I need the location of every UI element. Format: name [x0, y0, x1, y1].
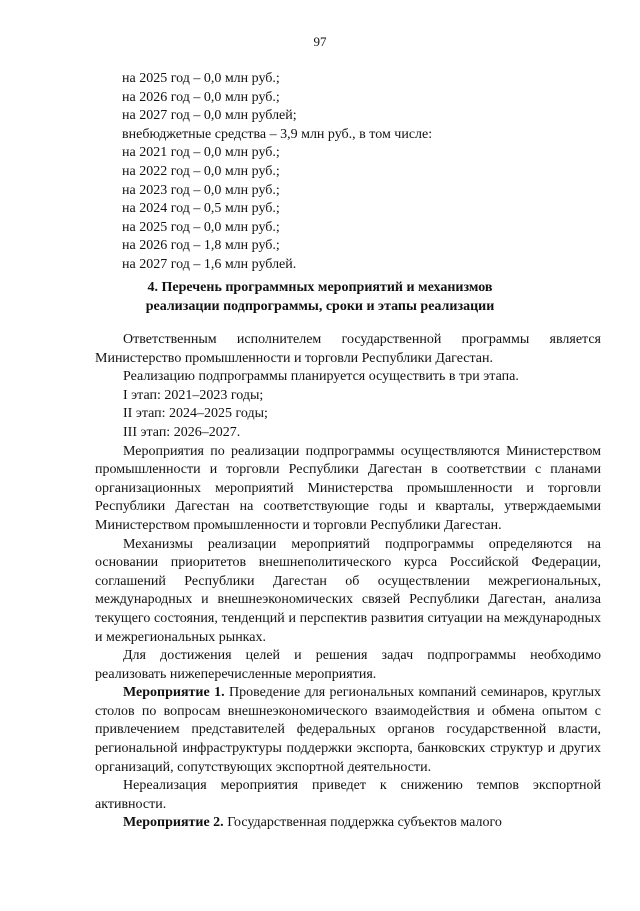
- paragraph-measure-1: [95, 684, 601, 777]
- measure-2-label: Мероприятие 2.: [123, 815, 224, 831]
- measure-1-label: Мероприятие 1.: [123, 685, 225, 701]
- section-title-line-2: реализации подпрограммы, сроки и этапы реализации: [145, 298, 495, 314]
- financing-line: на 2024 год – 0,5 млн руб.;: [122, 201, 280, 217]
- measure-1-text: Проведение для региональных компаний семинаров, круглых столов по вопросам внешнеэкономического взаимодействия и обмена опытом с привлечением представителей федеральных органов государственной власти, региональной инфраструктуры поддержки экспорта, банковских структур и других организаций, сопутствующих экспортной деятельности.: [95, 685, 601, 775]
- stage-1: I этап: 2021–2023 годы;: [123, 387, 264, 403]
- financing-list: [122, 70, 432, 275]
- financing-line: на 2025 год – 0,0 млн руб.;: [122, 71, 280, 86]
- financing-line: на 2025 год – 0,0 млн руб.;: [122, 219, 280, 235]
- financing-line: на 2023 год – 0,0 млн руб.;: [122, 182, 280, 198]
- paragraph-mechanisms: Механизмы реализации мероприятий подпрограммы определяются на основании приоритетов внешнеполитического курса Российской Федерации, соглашений Республики Дагестан об осуществлении межрегиональных, международных и внешнеэкономических связей Республики Дагестан, анализа текущего состояния, тенденций и перспектив развития ситуации на международных и межрегиональных рынках.: [95, 536, 601, 645]
- financing-line: на 2026 год – 1,8 млн руб.;: [122, 238, 280, 254]
- body-text: [95, 331, 601, 833]
- page-number: 97: [313, 34, 327, 49]
- paragraph-non-implementation: Нереализация мероприятия приведет к снижению темпов экспортной активности.: [95, 778, 601, 812]
- paragraph-goals: Для достижения целей и решения задач подпрограммы необходимо реализовать нижеперечисленные мероприятия.: [95, 648, 601, 682]
- section-title-line-1: 4. Перечень программных мероприятий и механизмов: [147, 280, 493, 295]
- paragraph-responsible-executor: Ответственным исполнителем государственной программы является Министерство промышленности и торговли Республики Дагестан.: [95, 332, 601, 366]
- financing-line: на 2026 год – 0,0 млн руб.;: [122, 89, 280, 105]
- financing-line: на 2027 год – 1,6 млн рублей.: [122, 256, 297, 272]
- measure-2-text: Государственная поддержка субъектов малого: [223, 815, 502, 831]
- financing-line: внебюджетные средства – 3,9 млн руб., в том числе:: [122, 126, 433, 142]
- financing-line: на 2022 год – 0,0 млн руб.;: [122, 163, 280, 179]
- stage-3: III этап: 2026–2027.: [123, 424, 241, 440]
- paragraph-measures-implementation: Мероприятия по реализации подпрограммы осуществляются Министерством промышленности и торговли Республики Дагестан в соответствии с планами организационных мероприятий Министерства промышленности и торговли Республики Дагестан на соответствующие годы и кварталы, утверждаемыми Министерством промышленности и торговли Республики Дагестан.: [95, 443, 601, 533]
- financing-line: на 2027 год – 0,0 млн рублей;: [122, 108, 297, 124]
- stage-2: II этап: 2024–2025 годы;: [123, 406, 268, 422]
- financing-line: на 2021 год – 0,0 млн руб.;: [122, 145, 280, 161]
- paragraph-measure-2: [95, 814, 601, 833]
- paragraph-stages-intro: Реализацию подпрограммы планируется осуществить в три этапа.: [123, 369, 519, 385]
- section-heading: [0, 279, 640, 316]
